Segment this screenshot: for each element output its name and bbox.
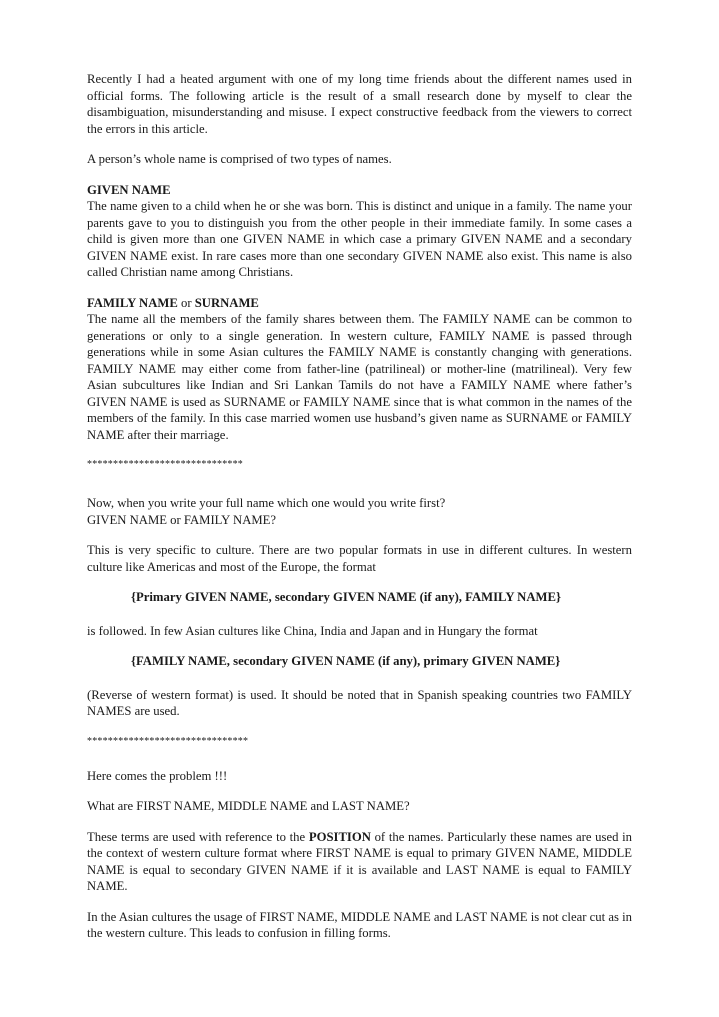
document-page <box>87 71 632 956</box>
separator-2: ******************************* <box>87 735 249 747</box>
position-bold: POSITION <box>308 829 371 844</box>
asian-intro: is followed. In few Asian cultures like China, India and Japan and in Hungary the format <box>87 623 538 638</box>
family-name-label: FAMILY NAME <box>87 295 178 310</box>
culture-paragraph: This is very specific to culture. There are two popular formats in use in different cultures. In western culture like Americas and most of the Europe, the format <box>87 543 632 574</box>
reverse-paragraph: (Reverse of western format) is used. It should be noted that in Spanish speaking countries two FAMILY NAMES are used. <box>87 687 632 718</box>
separator-1: ****************************** <box>87 459 243 470</box>
family-name-body: The name all the members of the family shares between them. The FAMILY NAME can be common to generations or only to a single generation. In western culture, FAMILY NAME is passed through generations while in some Asian cultures the FAMILY NAME is constantly changing with generations. FAMILY NAME may either come from father-line (patrilineal) or mother-line (matrilineal). Very few Asian subcultures like Indian and Sri Lankan Tamils do not have a FAMILY NAME where father’s GIVEN NAME is used as SURNAME or FAMILY NAME since that is what common in the names of the members of the family. In this case married women use husband’s given name as SURNAME or FAMILY NAME after their marriage. <box>87 312 632 442</box>
given-name-body: The name given to a child when he or she was born. This is distinct and unique in a family. The name your parents gave to you to distinguish you from the other people in their immediate family. In some cases a child is given more than one GIVEN NAME in which case a primary GIVEN NAME and a secondary GIVEN NAME exist. In rare cases more than one secondary GIVEN NAME also exist. This name is also called Christian name among Christians. <box>87 199 632 279</box>
position-text-b: of the names. Particularly these names are used in the context of western culture format where FIRST NAME is equal to primary GIVEN NAME, MIDDLE NAME is equal to secondary GIVEN NAME if it is available and LAST NAME is equal to FAMILY NAME. <box>87 829 632 893</box>
position-paragraph <box>87 829 632 895</box>
asian-usage-paragraph: In the Asian cultures the usage of FIRST NAME, MIDDLE NAME and LAST NAME is not clear cut as in the western culture. This leads to confusion in filling forms. <box>87 909 632 940</box>
western-format: {Primary GIVEN NAME, secondary GIVEN NAME (if any), FAMILY NAME} <box>131 590 561 604</box>
heading-or-text: or <box>177 295 195 310</box>
given-name-heading: GIVEN NAME <box>87 182 171 197</box>
types-sentence: A person’s whole name is comprised of two types of names. <box>87 152 392 166</box>
family-name-heading <box>87 295 632 312</box>
asian-format: {FAMILY NAME, secondary GIVEN NAME (if any), primary GIVEN NAME} <box>131 654 561 668</box>
question-line-1: Now, when you write your full name which one would you write first? <box>87 496 446 510</box>
question-line-2: GIVEN NAME or FAMILY NAME? <box>87 512 277 527</box>
problem-line: Here comes the problem !!! <box>87 768 228 783</box>
position-text-a: These terms are used with reference to the <box>87 829 309 844</box>
terms-question: What are FIRST NAME, MIDDLE NAME and LAST NAME? <box>87 799 410 813</box>
intro-paragraph: Recently I had a heated argument with one of my long time friends about the different names used in official forms. The following article is the result of a small research done by myself to clear the disambiguation, misunderstanding and misuse. I expect constructive feedback from the viewers to correct the errors in this article. <box>87 72 632 136</box>
surname-label: SURNAME <box>194 295 259 310</box>
